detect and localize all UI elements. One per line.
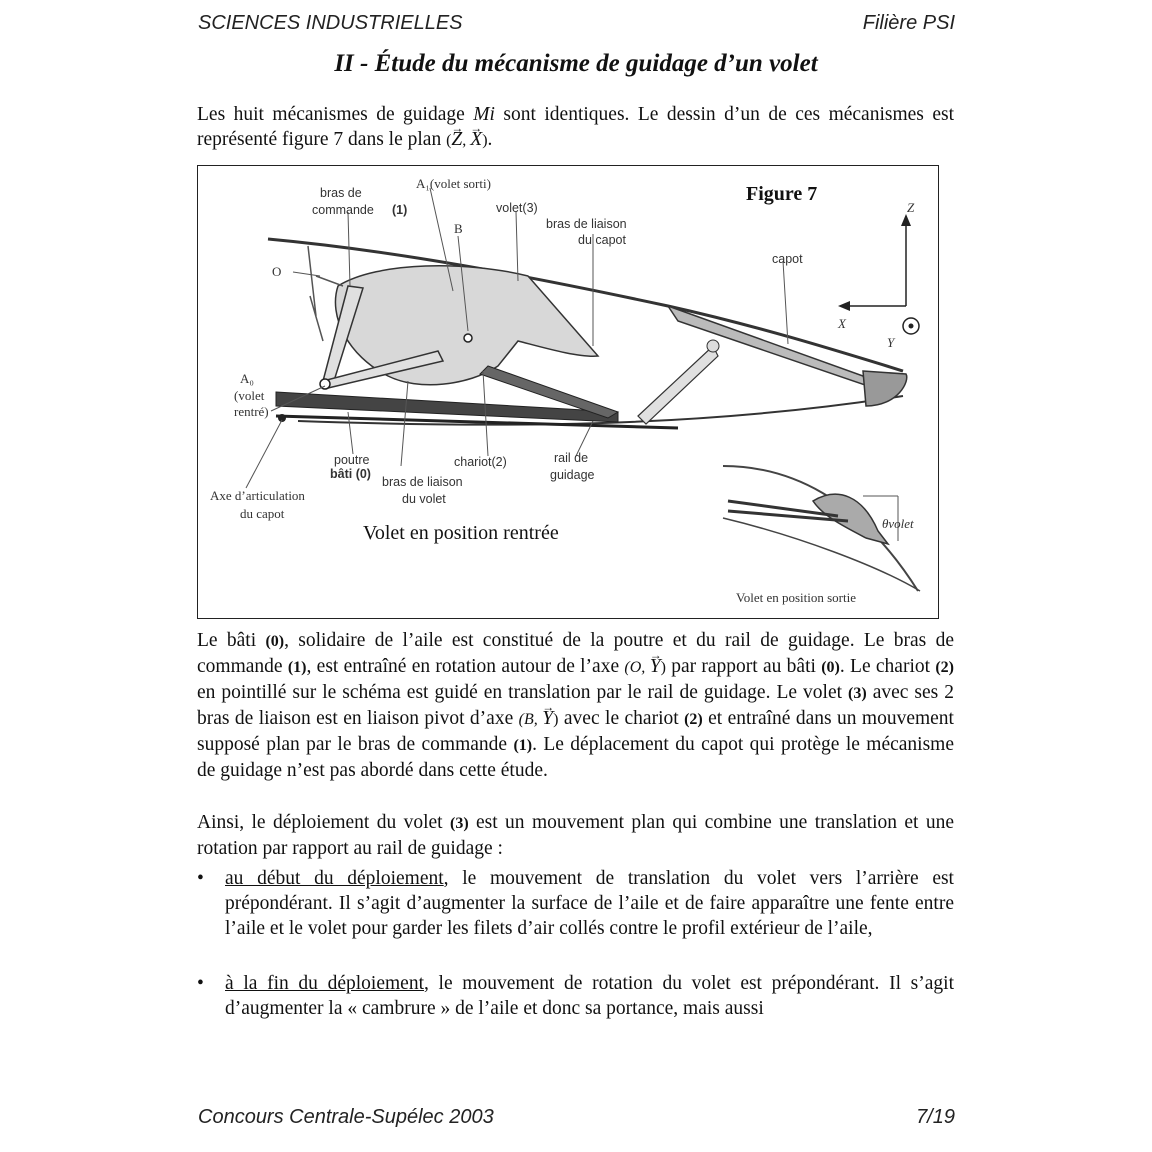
label-volet-rentre-1: (volet [234, 388, 265, 403]
label-capot: capot [772, 252, 803, 266]
body1-s6: en pointillé sur le schéma est guidé en translation par le rail de guidage. Le volet [197, 682, 849, 703]
label-bras-liaison-volet-1: bras de liaison [382, 475, 463, 489]
body1-s3: , est entraîné en rotation autour de l’axe [306, 656, 625, 677]
body1-s2: , solidaire de l’aile est constitué de la poutre et du rail de guidage. Le bras de commande [197, 630, 954, 677]
intro-plane-close: ) [482, 132, 488, 149]
bullet-dot-2: • [197, 973, 204, 994]
intro-paragraph [197, 102, 954, 153]
header-right: Filière PSI [862, 12, 955, 34]
label-bras-liaison-capot-2: du capot [578, 233, 626, 247]
body1-n1a: (1) [287, 659, 307, 676]
label-rail-1: rail de [554, 451, 589, 465]
body1-axis1-open: (O, [624, 659, 650, 676]
label-bras-liaison-capot-1: bras de liaison [546, 217, 627, 231]
body1-axis1-close: ) [660, 659, 666, 676]
body1-n3a: (3) [848, 685, 867, 702]
body1-s10: . Le déplacement du capot qui protège le mécanisme de guidage n’est pas abordé dans cette étude. [197, 734, 954, 781]
label-axis-y: Y [887, 335, 895, 350]
label-volet-rentre-2: rentré) [234, 404, 269, 419]
intro-plane-comma: , [462, 132, 471, 149]
body1-s5: . Le chariot [839, 656, 936, 677]
vector-z: → Z [451, 127, 462, 152]
label-a0: A₀ [240, 371, 254, 386]
label-axe-1: Axe d’articulation [210, 488, 305, 503]
body1-axis2-close: ) [553, 711, 559, 728]
body1-s8: avec le chariot [558, 708, 685, 729]
body2-s1: Ainsi, le déploiement du volet [197, 812, 450, 833]
intro-text-1: Les huit mécanismes de guidage [197, 104, 474, 125]
label-rail-2: guidage [550, 468, 595, 482]
body1-n2a: (2) [935, 659, 954, 676]
label-chariot: chariot(2) [454, 455, 507, 469]
label-bras-commande-1: bras de [320, 186, 362, 200]
caption-main: Volet en position rentrée [363, 522, 559, 544]
label-bras-commande-2: commande [312, 203, 374, 217]
intro-plane-open: ( [446, 132, 452, 149]
bullet-1-underlined: au début du déploiement [225, 868, 444, 889]
body1-n1b: (1) [513, 737, 533, 754]
label-poutre: poutre [334, 453, 370, 467]
label-o: O [272, 264, 282, 279]
body1-s9: et entraîné dans un mouvement supposé plan par le bras de commande [197, 708, 954, 755]
label-b: B [454, 221, 463, 236]
header-left: SCIENCES INDUSTRIELLES [198, 12, 463, 34]
body1-n0b: (0) [821, 659, 840, 676]
vector-y-1: → Y [650, 654, 661, 679]
label-volet: volet(3) [496, 201, 538, 215]
label-axis-z: Z [907, 200, 915, 215]
body2-n3: (3) [449, 815, 469, 832]
vector-y-2: → Y [542, 706, 553, 731]
bullet-text-1 [225, 866, 954, 941]
footer-left: Concours Centrale-Supélec 2003 [198, 1106, 494, 1128]
bullet-text-2 [225, 971, 954, 1021]
caption-inset: Volet en position sortie [736, 590, 857, 605]
label-bati: bâti (0) [330, 467, 371, 481]
intro-text-3: . [487, 129, 493, 150]
label-bras-liaison-volet-2: du volet [402, 492, 446, 506]
body2-s2: est un mouvement plan qui combine une translation et une rotation par rapport au rail de guidage : [197, 812, 954, 859]
intro-text-2: sont identiques. Le dessin d’un de ces mécanismes est représenté figure 7 dans le plan [197, 104, 954, 150]
bullet-1-rest: , le mouvement de translation du volet vers l’arrière est prépondérant. Il s’agit d’augmenter la surface de l’aile et de faire apparaître une fente entre l’aile et le volet pour garder les filets d’air collés contre le profil extérieur de l’aile, [225, 868, 954, 939]
body-paragraph-2 [197, 810, 954, 861]
figure-7 [197, 165, 939, 619]
body1-n0a: (0) [265, 633, 285, 650]
section-title: II - Étude du mécanisme de guidage d’un volet [334, 50, 818, 77]
body1-axis2-open: (B, [518, 711, 543, 728]
figure-labels [198, 166, 939, 619]
body1-n2b: (2) [684, 711, 703, 728]
body1-s4: par rapport au bâti [665, 656, 822, 677]
body1-s1: Le bâti [197, 630, 266, 651]
label-bras-commande-num: (1) [392, 203, 408, 217]
figure-title: Figure 7 [746, 183, 818, 205]
intro-var-mi: Mi [473, 104, 495, 125]
label-axis-x: X [838, 316, 846, 331]
footer-right: 7/19 [916, 1106, 955, 1128]
label-theta-volet: θvolet [882, 516, 914, 531]
label-axe-2: du capot [240, 506, 285, 521]
body-paragraph-1 [197, 628, 954, 783]
bullet-2-rest: , le mouvement de rotation du volet est prépondérant. Il s’agit d’augmenter la « cambrure » de l’aile et donc sa portance, mais aussi [225, 973, 954, 1019]
vector-x: → X [470, 127, 482, 152]
bullet-dot-1: • [197, 868, 204, 889]
label-a1: A₁(volet sorti) [416, 176, 491, 191]
bullet-2-underlined: à la fin du déploiement [225, 973, 424, 994]
body1-s7: avec ses 2 bras de liaison est en liaison pivot d’axe [197, 682, 954, 729]
